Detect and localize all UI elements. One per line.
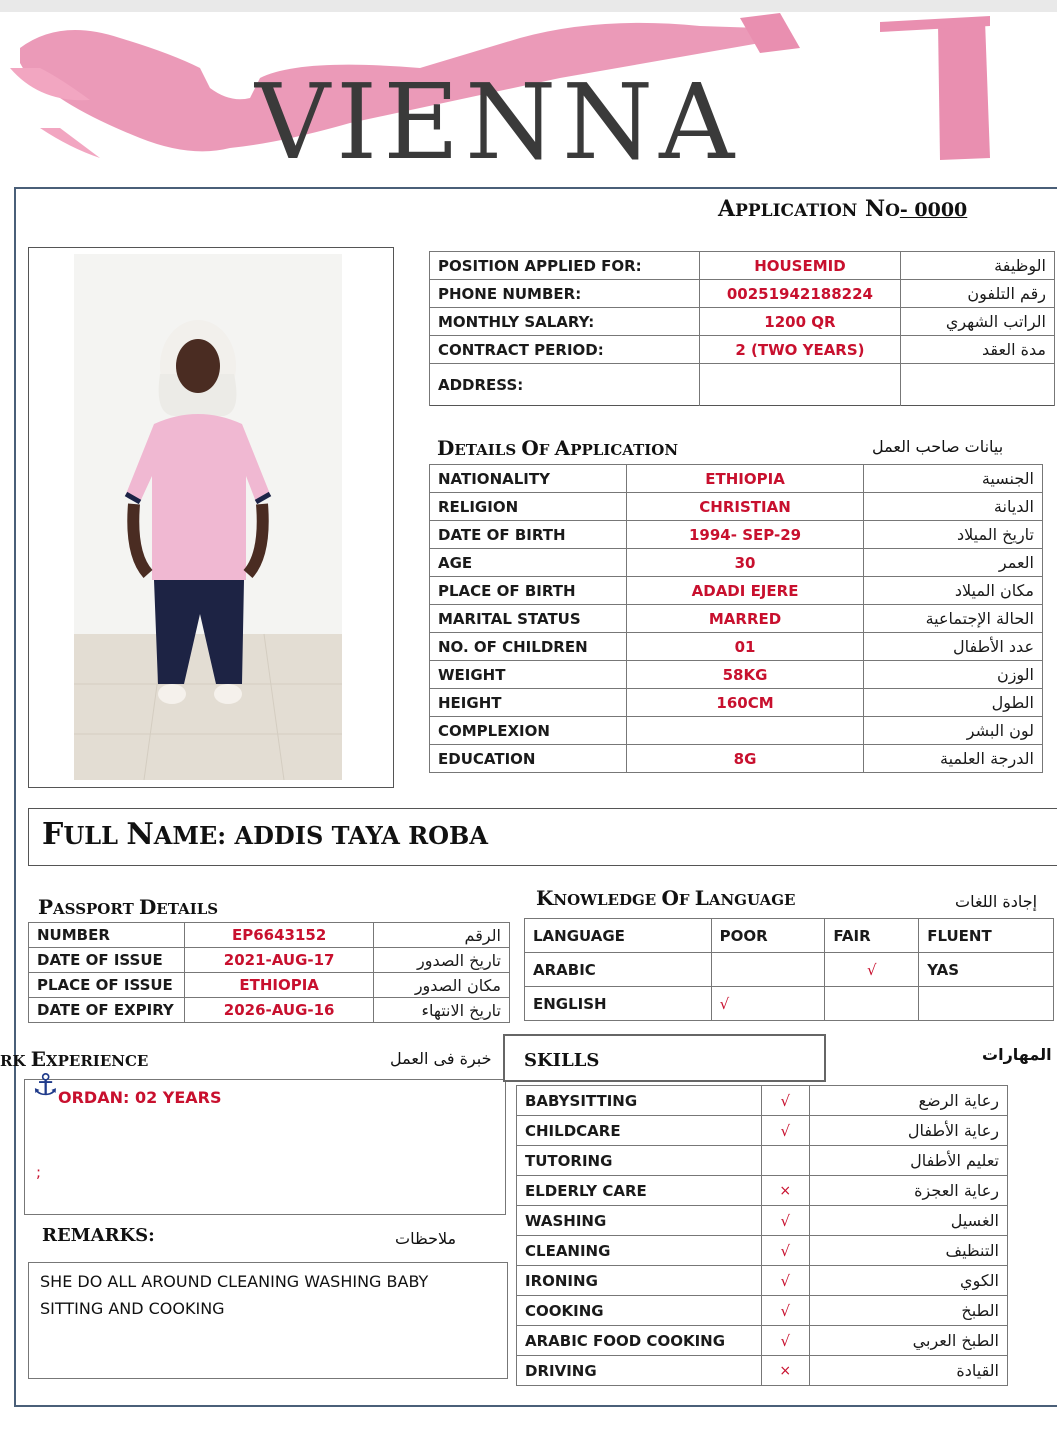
- position-label-ar: مدة العقد: [901, 336, 1055, 364]
- skill-row: [517, 1296, 1008, 1326]
- position-row: [430, 252, 1055, 280]
- skill-label: ELDERLY CARE: [517, 1176, 762, 1206]
- skill-label: TUTORING: [517, 1146, 762, 1176]
- details-value: 30: [626, 549, 863, 577]
- details-label-ar: تاريخ الميلاد: [864, 521, 1043, 549]
- details-label: NATIONALITY: [430, 465, 627, 493]
- position-label-ar: الوظيفة: [901, 252, 1055, 280]
- skill-label: ARABIC FOOD COOKING: [517, 1326, 762, 1356]
- language-name: ENGLISH: [525, 987, 712, 1021]
- details-value: [626, 717, 863, 745]
- details-label-ar: الدرجة العلمية: [864, 745, 1043, 773]
- details-row: [430, 717, 1043, 745]
- skill-label: DRIVING: [517, 1356, 762, 1386]
- skill-label-ar: التنظيف: [809, 1236, 1007, 1266]
- language-fair: [825, 987, 919, 1021]
- details-label: EDUCATION: [430, 745, 627, 773]
- work-experience-text: ORDAN: 02 YEARS: [58, 1088, 222, 1107]
- details-value: 1994- SEP-29: [626, 521, 863, 549]
- language-fluent: YAS: [919, 953, 1054, 987]
- language-header-row: [525, 919, 1054, 953]
- skill-label-ar: الطبخ: [809, 1296, 1007, 1326]
- position-row: [430, 336, 1055, 364]
- language-poor: [711, 953, 825, 987]
- position-label-ar: رقم التلفون: [901, 280, 1055, 308]
- passport-label-ar: تاريخ الصدور: [374, 948, 510, 973]
- details-label-ar: الديانة: [864, 493, 1043, 521]
- passport-label: DATE OF ISSUE: [29, 948, 185, 973]
- details-label-ar: العمر: [864, 549, 1043, 577]
- anchor-icon: ⚓: [32, 1068, 59, 1103]
- skill-mark: √: [761, 1206, 809, 1236]
- details-row: [430, 689, 1043, 717]
- position-value: 2 (TWO YEARS): [699, 336, 901, 364]
- details-label: WEIGHT: [430, 661, 627, 689]
- passport-label: DATE OF EXPIRY: [29, 998, 185, 1023]
- skill-label-ar: الطبخ العربي: [809, 1326, 1007, 1356]
- position-table: [429, 251, 1055, 406]
- skill-mark: √: [761, 1326, 809, 1356]
- skill-label-ar: القيادة: [809, 1356, 1007, 1386]
- skill-row: [517, 1236, 1008, 1266]
- application-number: APPLICATION NO- 0000: [718, 196, 968, 222]
- details-label: HEIGHT: [430, 689, 627, 717]
- details-value: ETHIOPIA: [626, 465, 863, 493]
- details-value: 160CM: [626, 689, 863, 717]
- details-label: COMPLEXION: [430, 717, 627, 745]
- application-number-value: - 0000: [899, 199, 968, 221]
- skill-row: [517, 1116, 1008, 1146]
- skill-row: [517, 1206, 1008, 1236]
- details-label: DATE OF BIRTH: [430, 521, 627, 549]
- skill-label: CLEANING: [517, 1236, 762, 1266]
- skill-label-ar: رعاية الرضع: [809, 1086, 1007, 1116]
- language-title: KNOWLEDGE OF LANGUAGE: [536, 886, 796, 910]
- position-label: PHONE NUMBER:: [430, 280, 700, 308]
- position-label-ar: الراتب الشهري: [901, 308, 1055, 336]
- details-value: MARRED: [626, 605, 863, 633]
- language-header: FAIR: [825, 919, 919, 953]
- passport-label-ar: تاريخ الانتهاء: [374, 998, 510, 1023]
- passport-title: PASSPORT DETAILS: [38, 895, 219, 919]
- position-label: CONTRACT PERIOD:: [430, 336, 700, 364]
- skill-mark: √: [761, 1116, 809, 1146]
- details-row: [430, 493, 1043, 521]
- vienna-logo: [0, 8, 1057, 178]
- details-label-ar: الطول: [864, 689, 1043, 717]
- language-poor: √: [711, 987, 825, 1021]
- position-value: HOUSEMID: [699, 252, 901, 280]
- position-row: [430, 308, 1055, 336]
- skill-label-ar: رعاية العجزة: [809, 1176, 1007, 1206]
- skill-mark: ×: [761, 1356, 809, 1386]
- language-header: LANGUAGE: [525, 919, 712, 953]
- language-table: [524, 918, 1054, 1021]
- remarks-label: REMARKS:: [42, 1225, 155, 1246]
- skill-label-ar: الغسيل: [809, 1206, 1007, 1236]
- details-label: AGE: [430, 549, 627, 577]
- skill-label: BABYSITTING: [517, 1086, 762, 1116]
- remarks-label-ar: ملاحظات: [395, 1229, 457, 1248]
- passport-value: ETHIOPIA: [184, 973, 373, 998]
- remarks-text: SHE DO ALL AROUND CLEANING WASHING BABY SITTING AND COOKING: [40, 1272, 429, 1318]
- details-row: [430, 577, 1043, 605]
- details-label-ar: الوزن: [864, 661, 1043, 689]
- position-value: 00251942188224: [699, 280, 901, 308]
- passport-label-ar: الرقم: [374, 923, 510, 948]
- skills-title: SKILLS: [524, 1050, 600, 1071]
- passport-label-ar: مكان الصدور: [374, 973, 510, 998]
- details-row: [430, 745, 1043, 773]
- skill-row: [517, 1146, 1008, 1176]
- details-label: RELIGION: [430, 493, 627, 521]
- work-experience-extra: ;: [36, 1163, 42, 1181]
- skill-mark: ×: [761, 1176, 809, 1206]
- details-value: 01: [626, 633, 863, 661]
- details-label: NO. OF CHILDREN: [430, 633, 627, 661]
- details-label: PLACE OF BIRTH: [430, 577, 627, 605]
- full-name: FULL NAME: ADDIS TAYA ROBA: [42, 817, 488, 852]
- language-fluent: [919, 987, 1054, 1021]
- details-row: [430, 605, 1043, 633]
- skill-label: CHILDCARE: [517, 1116, 762, 1146]
- skill-mark: √: [761, 1266, 809, 1296]
- logo-graphic: [0, 8, 1057, 178]
- position-row: [430, 364, 1055, 406]
- full-name-value: ADDIS TAYA ROBA: [234, 821, 488, 850]
- skill-mark: [761, 1146, 809, 1176]
- skills-table: [516, 1085, 1008, 1386]
- skill-row: [517, 1266, 1008, 1296]
- details-label-ar: مكان الميلاد: [864, 577, 1043, 605]
- language-title-ar: إجادة اللغات: [955, 892, 1038, 911]
- work-experience-title: RK EXPERIENCE: [0, 1047, 149, 1071]
- skill-mark: √: [761, 1236, 809, 1266]
- details-label-ar: عدد الأطفال: [864, 633, 1043, 661]
- details-row: [430, 633, 1043, 661]
- details-row: [430, 661, 1043, 689]
- details-value: 58KG: [626, 661, 863, 689]
- skills-title-ar: المهارات: [982, 1045, 1052, 1064]
- language-header: FLUENT: [919, 919, 1054, 953]
- skill-label-ar: تعليم الأطفال: [809, 1146, 1007, 1176]
- passport-row: [29, 923, 510, 948]
- details-label-ar: لون البشر: [864, 717, 1043, 745]
- details-label-ar: الجنسية: [864, 465, 1043, 493]
- position-value: 1200 QR: [699, 308, 901, 336]
- passport-table: [28, 922, 510, 1023]
- passport-row: [29, 948, 510, 973]
- skill-row: [517, 1086, 1008, 1116]
- applicant-photo: [74, 254, 342, 780]
- skill-label: IRONING: [517, 1266, 762, 1296]
- position-label: MONTHLY SALARY:: [430, 308, 700, 336]
- passport-row: [29, 998, 510, 1023]
- details-value: 8G: [626, 745, 863, 773]
- skill-row: [517, 1356, 1008, 1386]
- language-row: [525, 953, 1054, 987]
- language-row: [525, 987, 1054, 1021]
- passport-value: EP6643152: [184, 923, 373, 948]
- details-label-ar: الحالة الإجتماعية: [864, 605, 1043, 633]
- details-row: [430, 549, 1043, 577]
- position-value: [699, 364, 901, 406]
- language-fair: √: [825, 953, 919, 987]
- position-label: POSITION APPLIED FOR:: [430, 252, 700, 280]
- logo-wordmark: VIENNA: [255, 61, 741, 178]
- details-value: CHRISTIAN: [626, 493, 863, 521]
- passport-label: PLACE OF ISSUE: [29, 973, 185, 998]
- passport-label: NUMBER: [29, 923, 185, 948]
- details-row: [430, 521, 1043, 549]
- passport-value: 2021-AUG-17: [184, 948, 373, 973]
- details-value: ADADI EJERE: [626, 577, 863, 605]
- position-label: ADDRESS:: [430, 364, 700, 406]
- skill-row: [517, 1326, 1008, 1356]
- position-label-ar: [901, 364, 1055, 406]
- details-row: [430, 465, 1043, 493]
- details-label: MARITAL STATUS: [430, 605, 627, 633]
- skill-mark: √: [761, 1296, 809, 1326]
- language-name: ARABIC: [525, 953, 712, 987]
- work-experience-title-ar: خبرة فى العمل: [390, 1049, 492, 1068]
- position-row: [430, 280, 1055, 308]
- details-table: [429, 464, 1043, 773]
- skill-mark: √: [761, 1086, 809, 1116]
- details-title-ar: بيانات صاحب العمل: [872, 437, 1004, 456]
- language-header: POOR: [711, 919, 825, 953]
- skill-label-ar: رعاية الأطفال: [809, 1116, 1007, 1146]
- passport-value: 2026-AUG-16: [184, 998, 373, 1023]
- skill-label: COOKING: [517, 1296, 762, 1326]
- skill-label: WASHING: [517, 1206, 762, 1236]
- passport-row: [29, 973, 510, 998]
- skill-row: [517, 1176, 1008, 1206]
- skill-label-ar: الكوي: [809, 1266, 1007, 1296]
- details-title: DETAILS OF APPLICATION: [437, 436, 679, 460]
